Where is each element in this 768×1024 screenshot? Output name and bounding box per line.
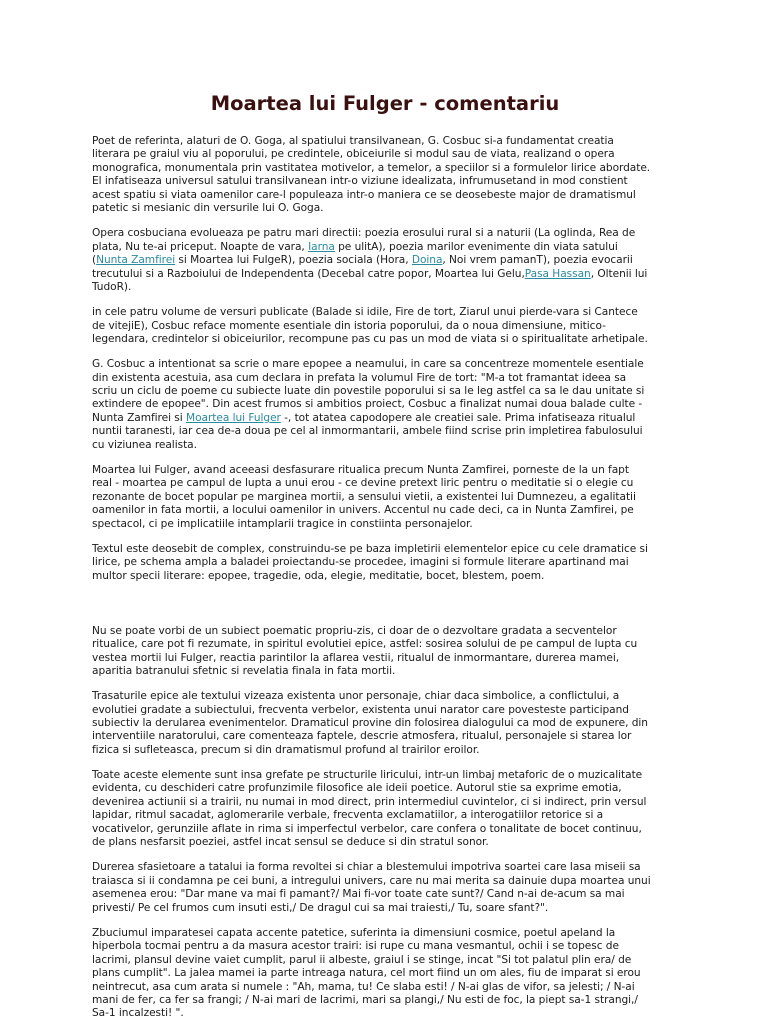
text-line: din existenta acestuia, asa cum declara in prefata la volumul Fire de tort: "M-a tot framantat ideea sa	[92, 371, 627, 384]
text-line: cu viziunea realista.	[92, 438, 197, 451]
link-pasa-hassan[interactable]: Pasa Hassan	[524, 267, 591, 280]
text-line: patetic si mesianic din versurile lui O. Goga.	[92, 202, 324, 215]
text-line: Sa-1 incalzesti! ".	[92, 1007, 184, 1020]
text-line: oamenilor in fata mortii, a locului oamenilor in univers. Accentul nu cade deci, ca in Nunta Zamfirei, pe	[92, 504, 634, 517]
paragraph-3	[92, 306, 678, 346]
text-line	[92, 268, 678, 281]
paragraph-4	[92, 358, 678, 452]
text-line: devenirea actiunii si a trairii, nu numai in mod direct, prin intermediul cuvintelor, ci si indirect, prin versul	[92, 795, 647, 808]
text-line: scriu un ciclu de poeme cu subiecte luate din povestile poporului si sa le leg astfel ca sa le dau unitate si	[92, 385, 645, 398]
text-line: neintrecut, asa cum arata si numele : "Ah, mama, tu! Ce slaba esti! / N-ai glas de vifor, sa jelesti; / N-ai	[92, 980, 635, 993]
text-line: rezonante de bocet popular pe marginea mortii, a sensului vietii, a existentei lui Dumnezeu, a egalitatii	[92, 490, 636, 503]
text-line: spectacol, ci pe implicatiile intamplarii tragice in constiinta personajelor.	[92, 517, 473, 530]
text-line: asemenea erou: "Dar mane va mai fi pamant?/ Mai fi-vor toate cate sunt?/ Cand n-ai de-acum sa mai	[92, 888, 625, 901]
text-line: Durerea sfasietoare a tatalui ia forma revoltei si chiar a blestemului impotriva soartei care lasa miseii sa	[92, 861, 641, 874]
text-segment: pe ulitA), poezia marilor evenimente din viata satului	[334, 240, 618, 253]
page-title: Moartea lui Fulger - comentariu	[210, 92, 560, 115]
text-line: ritualice, care pot fi rezumate, in spiritul evolutiei epice, astfel: sosirea solului de pe campul de lupta cu	[92, 638, 638, 651]
paragraph-7	[92, 625, 678, 679]
text-line: Zbuciumul imparatesei capata accente patetice, suferinta ia dimensiuni cosmice, poetul apeland la	[92, 926, 616, 939]
text-line: vestea mortii lui Fulger, reactia parintilor la aflarea vestii, ritualul de inmormantare, durerea mamei,	[92, 651, 620, 664]
paragraph-6	[92, 543, 678, 583]
text-line: legendara, credintelor si obiceiurilor, recompune pas cu pas un mod de viata si o spiritualitate arhetipale.	[92, 333, 648, 346]
paragraph-2	[92, 227, 678, 294]
text-line: Trasaturile epice ale textului vizeaza existenta unor personaje, chiar daca simbolice, a conflictului, a	[92, 690, 620, 703]
text-line: interventiile naratorului, care comenteaza faptele, descrie atmosfera, ritualul, personajele si starea lor	[92, 730, 632, 743]
text-segment: , Noi vrem pamanT), poezia evocarii	[442, 254, 633, 267]
text-segment: -, tot atatea capodopere ale creatiei sale. Prima infatiseaza ritualul	[280, 411, 636, 424]
text-line: evolutiei gradate a subiectului, frecventa verbelor, existenta unui narator care povesteste participand	[92, 703, 629, 716]
text-line: plans cumplit". La jalea mamei ia parte intreaga natura, cel mort fiind un om ales, fiu de imparat si erou	[92, 967, 641, 980]
text-line: fizica si sufleteasca, precum si din dramatismul profund al trairilor eroilor.	[92, 743, 480, 756]
text-line: lapidar, ritmul sacadat, aglomerarile verbale, frecventa exclamatiilor, a interogatiilor retorice si a	[92, 809, 604, 822]
text-line: monografica, monumentala prin vastitatea motivelor, a temelor, a speciilor si a formulelor lirice abordate.	[92, 161, 651, 174]
text-line: real - moartea pe campul de lupta a unui erou - ce devine pretext liric pentru o meditatie si o elegie cu	[92, 477, 634, 490]
text-segment: plata, Nu te-ai priceput. Noapte de vara,	[92, 240, 309, 253]
paragraph-10	[92, 861, 678, 915]
text-line: Nu se poate vorbi de un subiect poematic propriu-zis, ci doar de o dezvoltare gradata a secventelor	[92, 624, 617, 637]
paragraph-8	[92, 690, 678, 757]
text-line: mani de fer, ca fer sa frangi; / N-ai mari de lacrimi, mari sa plangi,/ Nu esti de foc, la piept sa-1 strangi,/	[92, 993, 638, 1006]
text-line: El infatiseaza universul satului transilvanean intr-o viziune idealizata, infrumusetand in mod constient	[92, 175, 628, 188]
text-line: extindere de epopee". Din acest frumos si ambitios proiect, Cosbuc a finalizat numai doua balade culte -	[92, 398, 643, 411]
text-line: privesti/ Pe cel frumos cum insuti esti,/ De dragul cui sa mai traiesti,/ Tu, soare sfant?".	[92, 901, 549, 914]
paragraph-5	[92, 464, 678, 531]
text-line: Poet de referinta, alaturi de O. Goga, al spatiului transilvanean, G. Cosbuc si-a fundamentat creatia	[92, 135, 614, 147]
text-line: Moartea lui Fulger, avand aceeasi desfasurare ritualica precum Nunta Zamfirei, porneste de la un fapt	[92, 463, 629, 476]
text-segment: si Moartea lui FulgeR), poezia sociala (Hora,	[175, 254, 412, 267]
paragraph-11	[92, 927, 678, 1021]
text-line	[92, 412, 678, 425]
text-line: nuntii taranesti, iar cea de-a doua pe cel al inmormantarii, ambele fiind scrise prin impletirea fabulosului	[92, 425, 643, 438]
text-line: hiperbola tocmai pentru a da masura acestor trairi: isi rupe cu mana vesmantul, ochii i se topesc de	[92, 940, 619, 953]
text-line: de plans nesfarsit poeziei, astfel incat sensul se deduce si din stratul sonor.	[92, 836, 489, 849]
text-line: traiasca si ii condamna pe cei buni, a intregului univers, care nu mai merita sa dainuie dupa moartea unui	[92, 874, 651, 887]
text-line: Toate aceste elemente sunt insa grefate pe structurile liricului, intr-un limbaj metaforic de o muzicalitate	[92, 768, 643, 781]
text-line: subiectiv la derularea evenimentelor. Dramaticul provine din folosirea dialogului ca mod de expunere, din	[92, 717, 648, 730]
text-line: TudoR).	[92, 281, 132, 294]
blank-spacer	[92, 595, 678, 625]
text-segment: Nunta Zamfirei si	[92, 411, 186, 424]
text-line: lirice, pe schema ampla a baladei proiectandu-se procedee, imagini si formule literare apartinand mai	[92, 556, 629, 569]
link-doina[interactable]: Doina	[411, 254, 443, 267]
text-line: vocativelor, gerunziile aflate in rima si imperfectul verbelor, care confera o tonalitate de bocet continuu,	[92, 822, 642, 835]
text-line: Textul este deosebit de complex, construindu-se pe baza impletirii elementelor epice cu cele dramatice si	[92, 542, 648, 555]
text-line: G. Cosbuc a intentionat sa scrie o mare epopee a neamului, in care sa concentreze momentele esentiale	[92, 358, 644, 371]
text-line: acest spatiu si viata oamenilor care-l populeaza intr-o maniera ce se deosebeste major de dramatismul	[92, 188, 636, 201]
link-iarna[interactable]: Iarna	[308, 240, 335, 253]
text-line: literara pe graiul viu al poporului, pe credintele, obiceiurile si modul sau de viata, realizand o opera	[92, 148, 615, 161]
text-line	[92, 254, 678, 267]
text-line: in cele patru volume de versuri publicate (Balade si idile, Fire de tort, Ziarul unui pierde-vara si Cantece	[92, 306, 638, 319]
text-segment: trecutului si a Razboiului de Independenta (Decebal catre popor, Moartea lui Gelu,	[92, 267, 525, 280]
link-nunta-zamfirei[interactable]: Nunta Zamfirei	[96, 254, 176, 267]
text-line: multor specii literare: epopee, tragedie, oda, elegie, meditatie, bocet, blestem, poem.	[92, 569, 545, 582]
paragraph-1	[92, 135, 678, 216]
text-line: de vitejiE), Cosbuc reface momente esentiale din istoria poporului, da o noua dimensiune, mitico-	[92, 319, 606, 332]
text-line	[92, 241, 678, 254]
link-moartea-lui-fulger[interactable]: Moartea lui Fulger	[186, 411, 281, 424]
text-line: lacrimi, plansul devine vaiet cumplit, parul ii albeste, graiul i se stinge, incat "Si tot palatul plin era/ de	[92, 953, 632, 966]
text-line: evidenta, cu deschideri catre profunzimile filosofice ale ideii poetice. Autorul stie sa exprime emotia,	[92, 782, 622, 795]
text-segment: (	[92, 254, 97, 267]
text-line: aparitia batranului sfetnic si revelatia finala in fata mortii.	[92, 665, 396, 678]
text-line: Opera cosbuciana evolueaza pe patru mari directii: poezia erosului rural si a naturii (La oglinda, Rea de	[92, 227, 636, 240]
text-segment: , Oltenii lui	[590, 267, 648, 280]
paragraph-9	[92, 769, 678, 850]
